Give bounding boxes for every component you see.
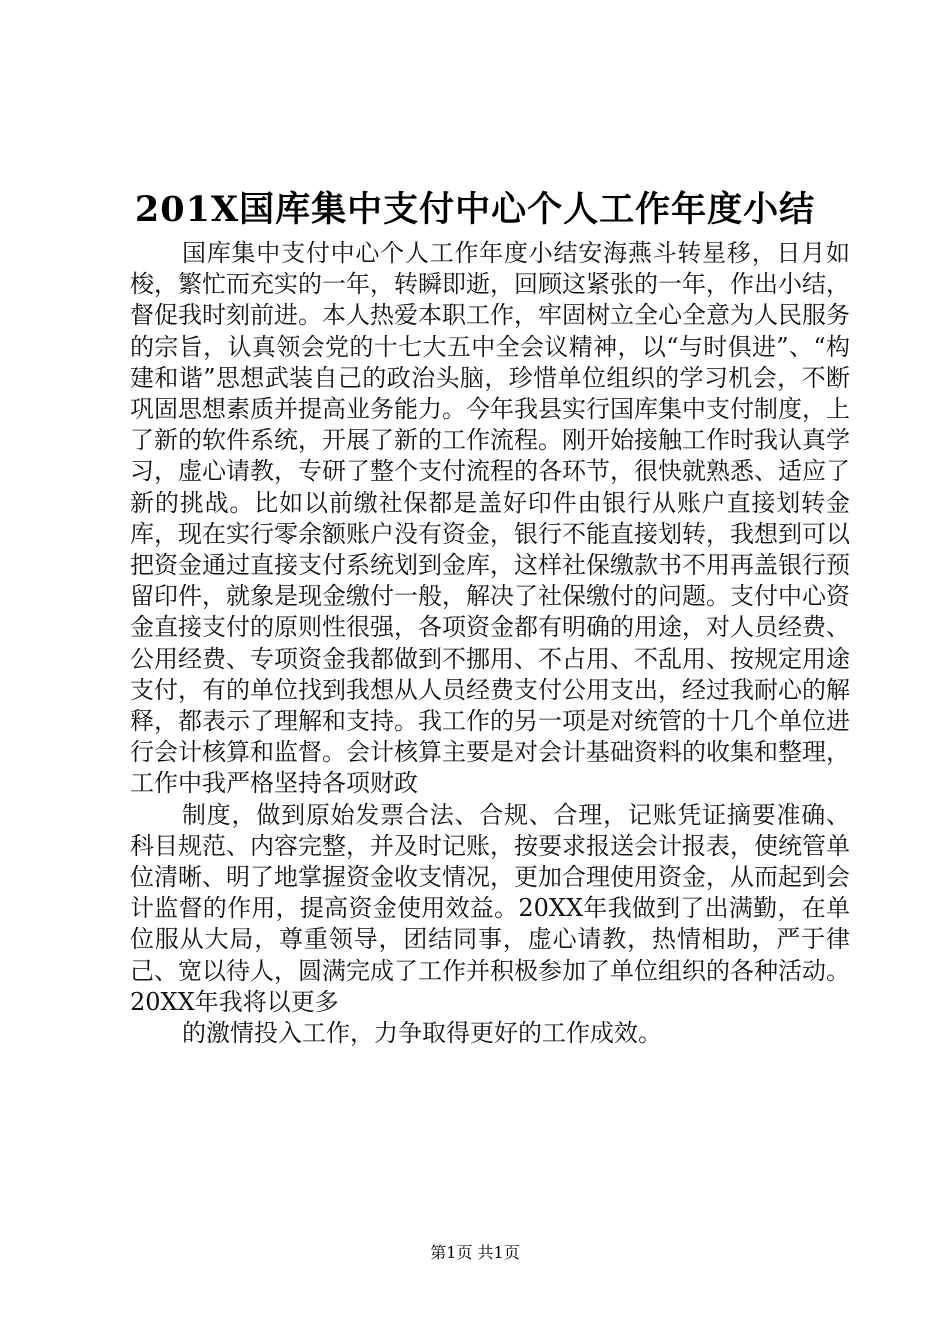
paragraph-2: 制度，做到原始发票合法、合规、合理，记账凭证摘要准确、科目规范、内容完整，并及时记账，按要求报送会计报表，使统管单位清晰、明了地掌握资金收支情况，更加合理使用资金，从而起到会计监督的作用，提高资金使用效益。20XX年我做到了出满勤，在单位服从大局，尊重领导，团结同事，虚心请教，热情相助，严于律己、宽以待人，圆满完成了工作并积极参加了单位组织的各种活动。20XX年我将以更多 [130,800,850,1016]
paragraph-1: 国库集中支付中心个人工作年度小结安海燕斗转星移，日月如梭，繁忙而充实的一年，转瞬即逝，回顾这紧张的一年，作出小结，督促我时刻前进。本人热爱本职工作，牢固树立全心全意为人民服务的宗旨，认真领会党的十七大五中全会议精神，以“与时俱进”、“构建和谐”思想武装自己的政治头脑，珍惜单位组织的学习机会，不断巩固思想素质并提高业务能力。今年我县实行国库集中支付制度，上了新的软件系统，开展了新的工作流程。刚开始接触工作时我认真学习，虚心请教，专研了整个支付流程的各环节，很快就熟悉、适应了新的挑战。比如以前缴社保都是盖好印件由银行从账户直接划转金库，现在实行零余额账户没有资金，银行不能直接划转，我想到可以把资金通过直接支付系统划到金库，这样社保缴款书不用再盖银行预留印件，就象是现金缴付一般，解决了社保缴付的问题。支付中心资金直接支付的原则性很强，各项资金都有明确的用途，对人员经费、公用经费、专项资金我都做到不挪用、不占用、不乱用、按规定用途支付，有的单位找到我想从人员经费支付公用支出，经过我耐心的解释，都表示了理解和支持。我工作的另一项是对统管的十几个单位进行会计核算和监督。会计核算主要是对会计基础资料的收集和整理，工作中我严格坚持各项财政 [130,239,850,798]
document-body [130,238,850,1049]
page-footer: 第1页 共1页 [430,1243,520,1262]
paragraph-3: 的激情投入工作，力争取得更好的工作成效。 [182,1019,662,1048]
document-title: 201X国库集中支付中心个人工作年度小结 [134,189,816,230]
